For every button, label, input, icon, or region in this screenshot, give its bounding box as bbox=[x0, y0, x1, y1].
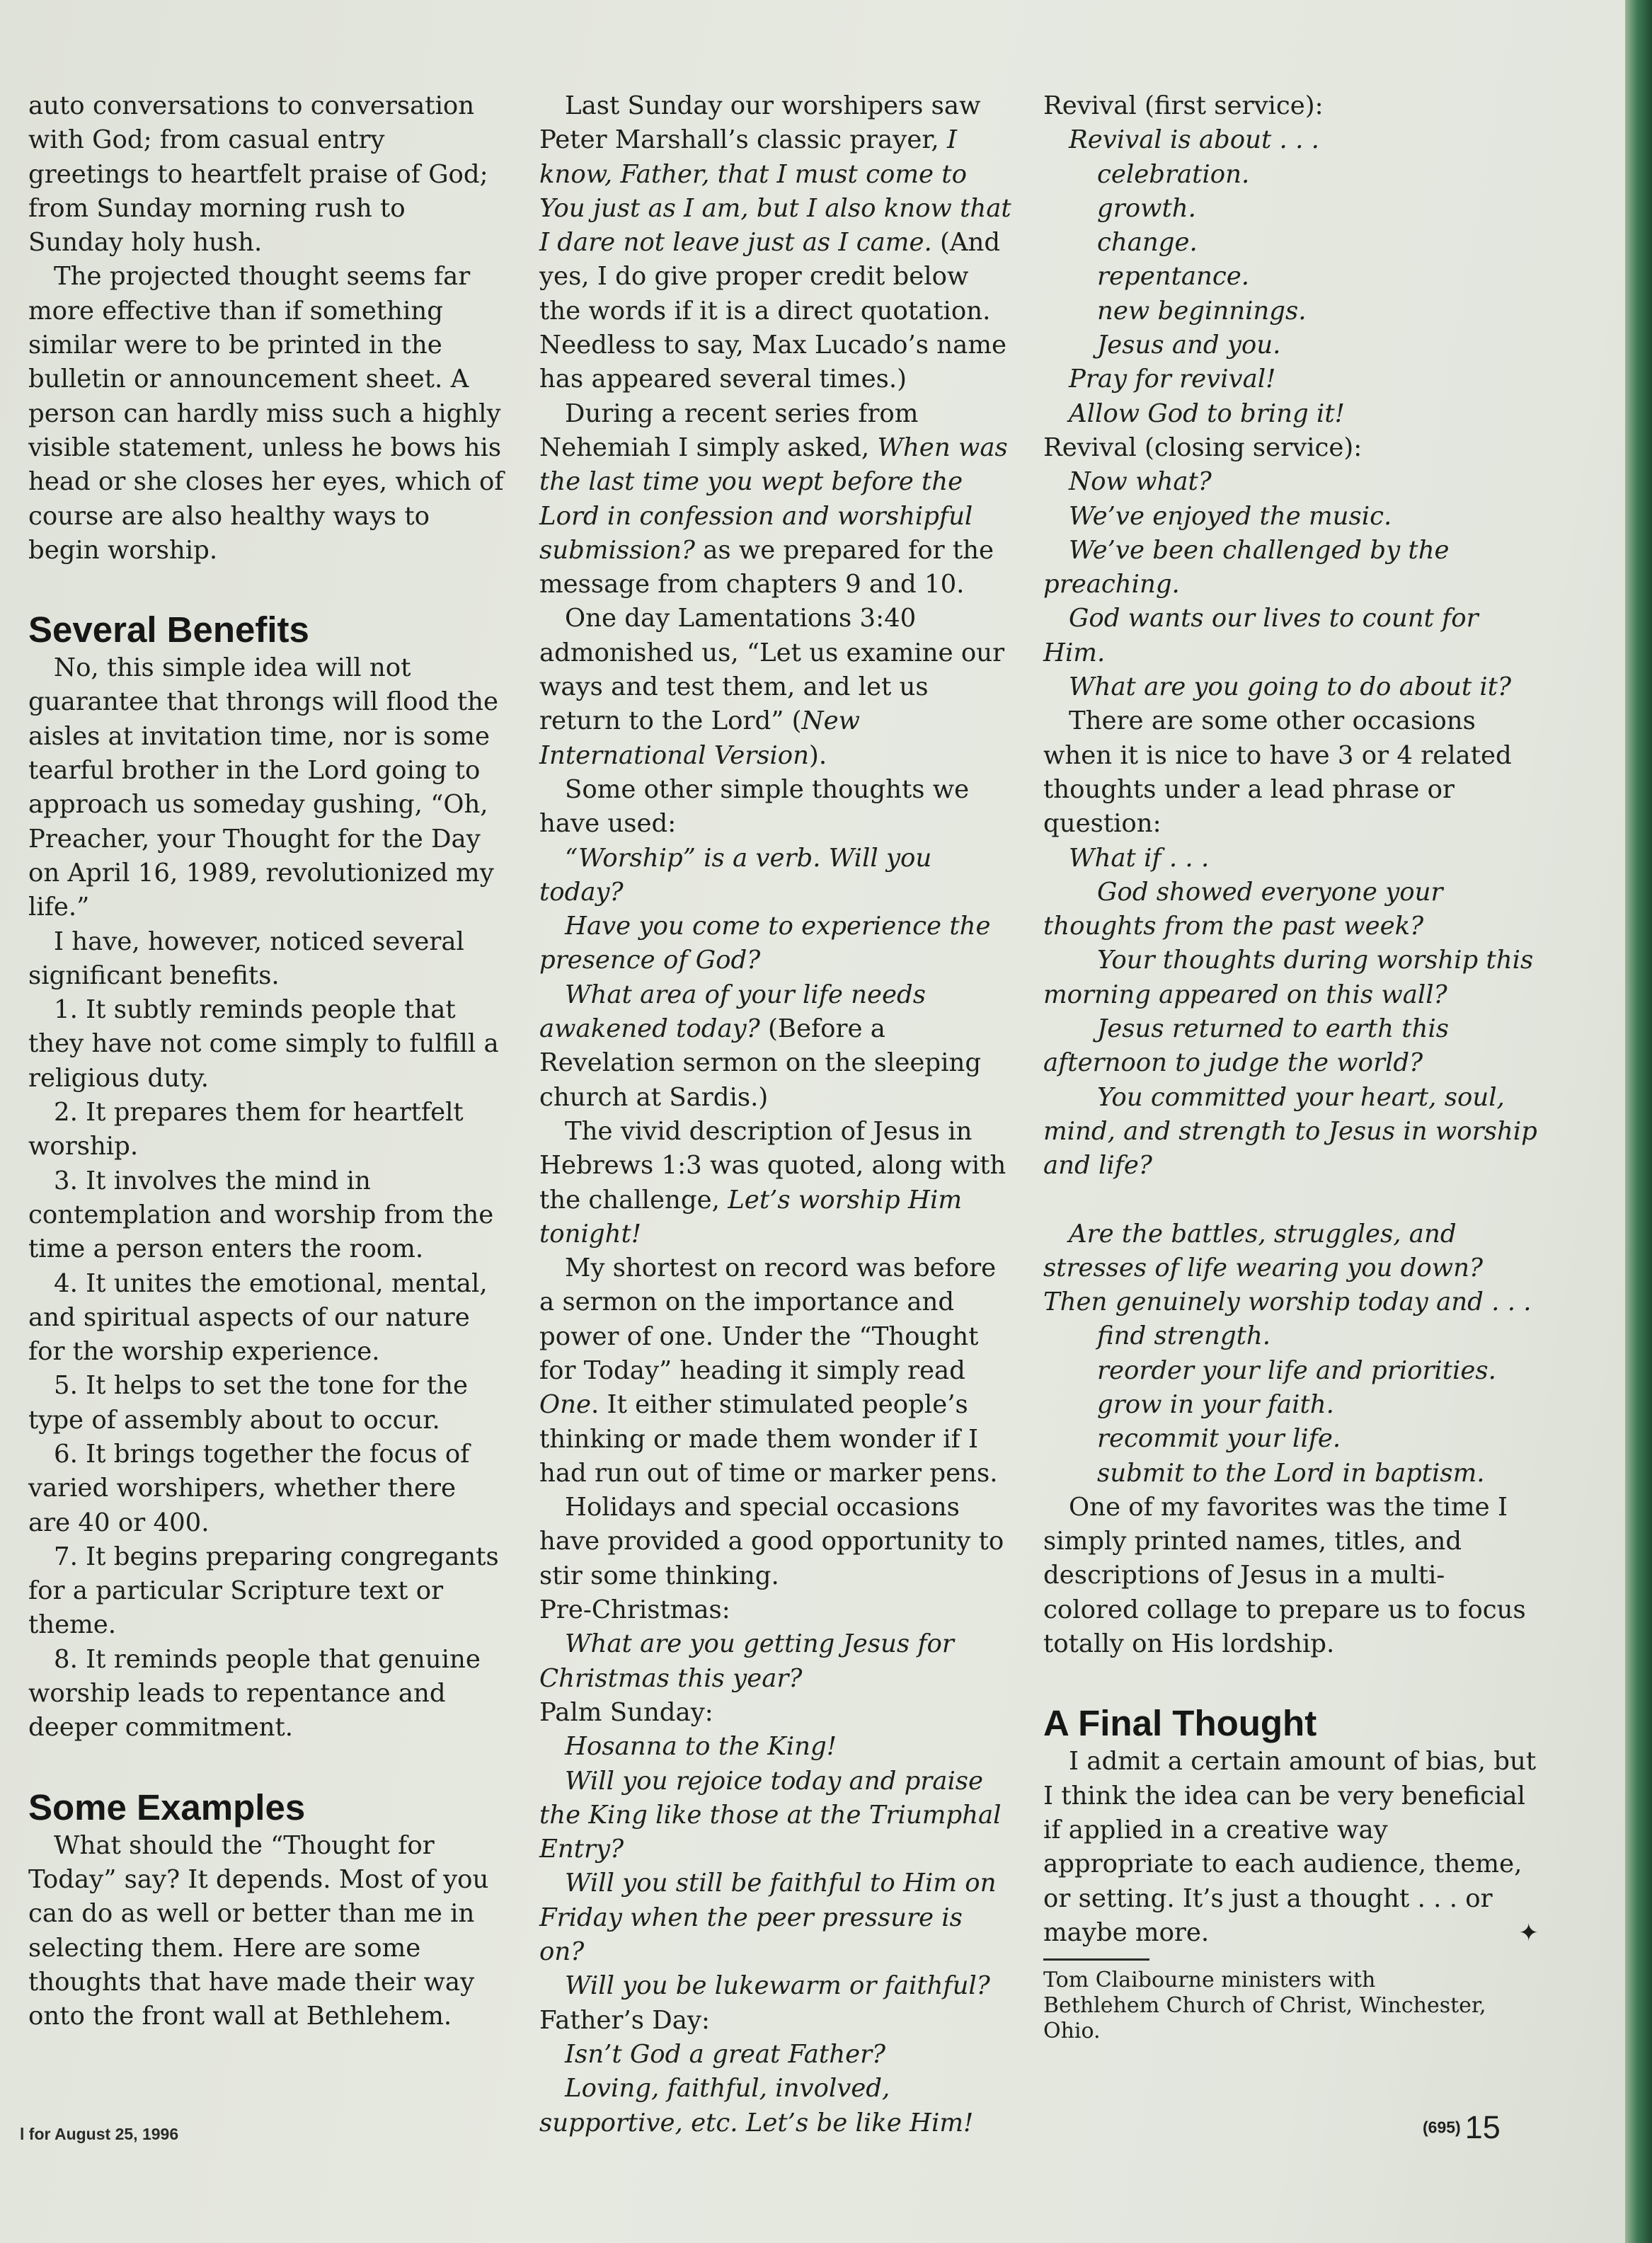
author-bio-line: Bethlehem Church of Christ, Winchester, bbox=[1043, 1993, 1486, 2019]
spacer bbox=[28, 568, 504, 609]
paragraph: The projected thought seems far more effective than if something similar were to be printed in the bulletin or announcement sheet. A person can hardly miss such a highly visible statement, unless he bows his head or she closes her eyes, which of course are also healthy ways to begin worship. bbox=[28, 262, 504, 565]
thought-quote: “Worship” is a verb. Will you today? bbox=[539, 843, 932, 907]
footer-page-number bbox=[1423, 2109, 1501, 2146]
thought-quote: What area of your life needs awakened today? bbox=[539, 980, 926, 1044]
thought-quote: One bbox=[539, 1390, 591, 1420]
page-number: 15 bbox=[1464, 2109, 1501, 2145]
benefit-item: 1. It subtly reminds people that they have not come simply to fulfill a religious duty. bbox=[28, 995, 499, 1093]
section-heading-several-benefits: Several Benefits bbox=[28, 609, 309, 650]
thought-quote: Hosanna to the King! bbox=[565, 1732, 837, 1762]
section-heading-final-thought: A Final Thought bbox=[1043, 1703, 1317, 1744]
thought-quote: Allow God to bring it! bbox=[1069, 398, 1345, 428]
paragraph bbox=[539, 89, 1015, 397]
occasion-label: Revival (first service): bbox=[1043, 91, 1324, 120]
benefit-item: 6. It brings together the focus of varied worshipers, whether there are 40 or 400. bbox=[28, 1439, 470, 1537]
paragraph: Some other simple thoughts we have used: bbox=[539, 774, 970, 839]
text-run: The vivid description of Jesus in Hebrews 1:3 was quoted, along with the challenge, bbox=[539, 1116, 1006, 1215]
paragraph: No, this simple idea will not guarantee that throngs will flood the aisles at invitation time, nor is some tearful brother in the Lord going to approach us someday gushing, “Oh, Preacher, your Thought for the Day on April 16, 1989, revolutionized my life.” bbox=[28, 653, 499, 922]
column-2 bbox=[539, 89, 1015, 2140]
footer-issue-date: l for August 25, 1996 bbox=[20, 2125, 179, 2143]
thought-list-item: find strength. bbox=[1097, 1321, 1271, 1351]
paragraph bbox=[539, 1251, 1015, 1491]
thought-quote: Then genuinely worship today and . . . bbox=[1043, 1287, 1532, 1317]
benefit-item: 4. It unites the emotional, mental, and spiritual aspects of our nature for the worship experience. bbox=[28, 1268, 488, 1367]
paragraph: auto conversations to conversation with God; from casual entry greetings to heartfelt praise of God; from Sunday morning rush to Sunday holy hush. bbox=[28, 91, 488, 258]
text-run: Last Sunday our worshipers saw Peter Marshall’s classic prayer, bbox=[539, 91, 981, 155]
thought-quote: What are you getting Jesus for Christmas this year? bbox=[539, 1629, 954, 1693]
occasion-label: Father’s Day: bbox=[539, 2005, 710, 2035]
thought-quote: Are the battles, struggles, and stresses of life wearing you down? bbox=[1043, 1219, 1484, 1283]
text-run: (Before a Revelation sermon on the sleeping church at Sardis.) bbox=[539, 1014, 982, 1112]
thought-list-item: Jesus and you. bbox=[1097, 331, 1281, 360]
thought-quote: Will you still be faithful to Him on Friday when the peer pressure is on? bbox=[539, 1869, 997, 1967]
thought-quote: Now what? bbox=[1069, 467, 1212, 497]
benefit-item: 3. It involves the mind in contemplation and worship from the time a person enters the room. bbox=[28, 1166, 494, 1264]
thought-list-item: recommit your life. bbox=[1097, 1424, 1341, 1454]
occasion-label: Pre-Christmas: bbox=[539, 1595, 730, 1625]
paragraph: There are some other occasions when it is nice to have 3 or 4 related thoughts under a lead phrase or question: bbox=[1043, 706, 1512, 839]
thought-list-item: reorder your life and priorities. bbox=[1097, 1355, 1496, 1385]
text-run: My shortest on record was before a sermon on the importance and power of one. Under the “Thought for Today” heading it simply read bbox=[539, 1254, 997, 1385]
thought-list-item: growth. bbox=[1097, 193, 1196, 223]
column-1 bbox=[28, 89, 504, 2033]
thought-quote: What if . . . bbox=[1069, 843, 1210, 873]
author-bio bbox=[1043, 1968, 1539, 2044]
thought-list-item: God showed everyone your thoughts from the past week? bbox=[1043, 877, 1443, 941]
thought-quote: Loving, faithful, involved, supportive, etc. Let’s be like Him! bbox=[539, 2074, 974, 2138]
author-bio-line: Ohio. bbox=[1043, 2019, 1101, 2044]
text-run: During a recent series from Nehemiah I simply asked, bbox=[539, 398, 919, 462]
thought-list-item: grow in your faith. bbox=[1097, 1389, 1334, 1419]
text-run: . It either stimulated people’s thinking or made them wonder if I had run out of time or marker pens. bbox=[539, 1390, 998, 1488]
thought-quote: God wants our lives to count for Him. bbox=[1043, 604, 1479, 667]
thought-list-item: submit to the Lord in baptism. bbox=[1097, 1458, 1485, 1488]
thought-quote: We’ve enjoyed the music. bbox=[1069, 501, 1392, 531]
thought-quote: Pray for revival! bbox=[1069, 365, 1276, 394]
occasion-label: Revival (closing service): bbox=[1043, 432, 1363, 462]
bible-version: New International Version bbox=[539, 706, 860, 770]
text-run: ). bbox=[808, 740, 827, 770]
benefit-item: 2. It prepares them for heartfelt worship. bbox=[28, 1098, 464, 1161]
paragraph bbox=[539, 397, 1015, 602]
thought-quote: We’ve been challenged by the preaching. bbox=[1043, 535, 1450, 600]
thought-list-item: You committed your heart, soul, mind, and strength to Jesus in worship and life? bbox=[1043, 1082, 1537, 1181]
quoted-prayer: I know, Father, that I must come to You just as I am, but I also know that I dare not leave just as I came. bbox=[539, 125, 1011, 258]
paragraph: One of my favorites was the time I simply printed names, titles, and descriptions of Jesus in a multi-colored collage to prepare us to focus totally on His lordship. bbox=[1043, 1492, 1526, 1659]
green-page-edge bbox=[1625, 0, 1652, 2243]
text-run: (And yes, I do give proper credit below the words if it is a direct quotation. Needless to say, Max Lucado’s name has appeared several times.) bbox=[539, 228, 1006, 394]
text-run: I admit a certain amount of bias, but I think the idea can be very beneficial if applied in a creative way appropriate to each audience, theme, or setting. It’s just a thought . . . or maybe more. bbox=[1043, 1747, 1537, 1947]
thought-list-item: new beginnings. bbox=[1097, 296, 1307, 326]
thought-quote: Isn’t God a great Father? bbox=[565, 2039, 886, 2069]
spacer bbox=[28, 1745, 504, 1786]
thought-quote: Will you be lukewarm or faithful? bbox=[565, 1971, 990, 2001]
thought-list-item: change. bbox=[1097, 228, 1198, 258]
paragraph: What should the “Thought for Today” say? It depends. Most of you can do as well or better than me in selecting them. Here are some thoughts that have made their way onto the front wall at Bethlehem. bbox=[28, 1830, 489, 2031]
thought-quote: What are you going to do about it? bbox=[1069, 672, 1512, 702]
benefit-item: 5. It helps to set the tone for the type of assembly about to occur. bbox=[28, 1371, 469, 1435]
text-run: One day Lamentations 3:40 admonished us, “Let us examine our ways and test them, and let us return to the Lord” ( bbox=[539, 604, 1005, 736]
paragraph bbox=[539, 602, 1015, 772]
benefit-item: 8. It reminds people that genuine worship leads to repentance and deeper commitment. bbox=[28, 1644, 481, 1743]
author-bio-line: Tom Claibourne ministers with bbox=[1043, 1968, 1376, 1993]
benefit-item: 7. It begins preparing congregants for a particular Scripture text or theme. bbox=[28, 1542, 499, 1640]
paragraph bbox=[539, 978, 1015, 1115]
paragraph bbox=[539, 1115, 1015, 1251]
spacer bbox=[1043, 1661, 1539, 1702]
occasion-label: Palm Sunday: bbox=[539, 1697, 713, 1727]
page-code: (695) bbox=[1423, 2118, 1461, 2137]
thought-list-item: Your thoughts during worship this morning appeared on this wall? bbox=[1043, 946, 1534, 1009]
divider bbox=[1043, 1958, 1149, 1961]
thought-quote: Have you come to experience the presence of God? bbox=[539, 912, 991, 975]
text-run: as we prepared for the message from chapters 9 and 10. bbox=[539, 535, 994, 600]
section-heading-some-examples: Some Examples bbox=[28, 1786, 306, 1828]
thought-quote: Revival is about . . . bbox=[1069, 125, 1319, 155]
paragraph: I have, however, noticed several significant benefits. bbox=[28, 927, 464, 990]
thought-quote: Will you rejoice today and praise the King like those at the Triumphal Entry? bbox=[539, 1766, 1002, 1864]
spacer bbox=[1043, 1183, 1539, 1217]
paragraph: Holidays and special occasions have provided a good opportunity to stir some thinking. bbox=[539, 1493, 1004, 1590]
thought-list-item: repentance. bbox=[1097, 262, 1250, 292]
thought-list-item: celebration. bbox=[1097, 159, 1250, 189]
column-3 bbox=[1043, 89, 1539, 2044]
thought-quote: Let’s worship Him tonight! bbox=[539, 1185, 963, 1249]
thought-list-item: Jesus returned to earth this afternoon to judge the world? bbox=[1043, 1014, 1449, 1078]
end-of-article-icon: ✦ bbox=[1518, 1918, 1539, 1947]
quoted-question: When was the last time you wept before the Lord in confession and worshipful submission? bbox=[539, 432, 1008, 565]
paragraph bbox=[1043, 1745, 1539, 1950]
